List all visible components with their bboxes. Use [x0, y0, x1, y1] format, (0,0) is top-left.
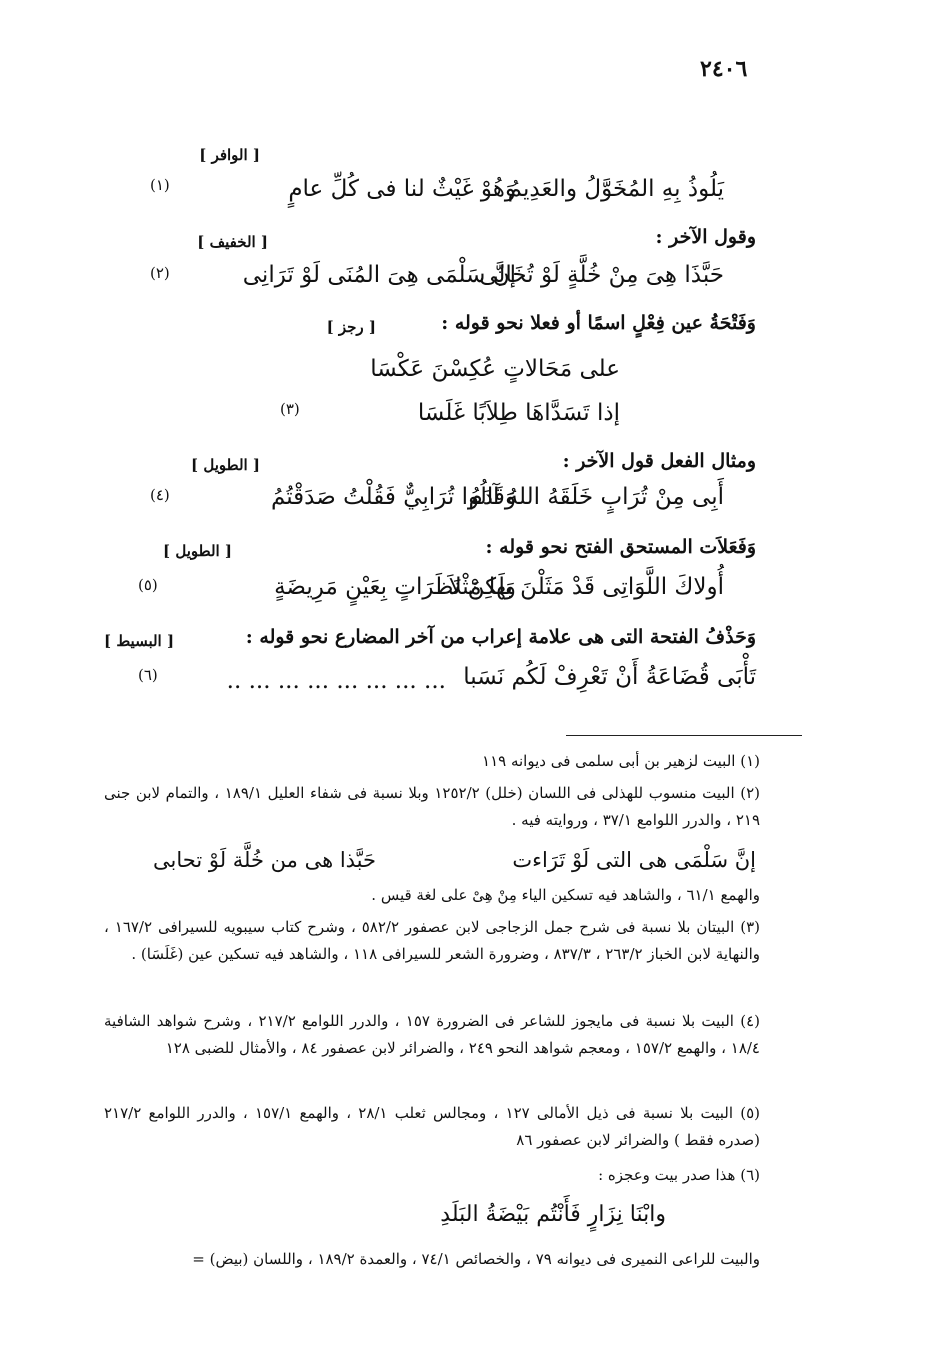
verse-5-second-hemistich: أُولاكَ اللَّوَاتِى قَدْ مَثَلْنَ بها مَثْلاَ: [448, 574, 724, 600]
footnote-4: (٤) البيت بلا نسبة فى مايجوز للشاعر فى الضرورة ١٥٧ ، والدرر اللوامع ٢١٧/٢ ، وشرح شواهد الشافية ١٨/٤ ، والهمع ١٥٧/٢ ، ومعجم شواهد النحو ٢٤٩ ، والضرائر لابن عصفور ٨٤ ، والأمثال للضبى ١٢٨: [104, 1012, 760, 1057]
footnote-marker: (٣): [280, 400, 300, 418]
meter-label: [ الطويل ]: [163, 542, 232, 560]
verse-3-line-1: على مَحَالاتٍ عُكِسْنَ عَكْسَا: [370, 356, 620, 382]
footnote-2: (٢) البيت منسوب للهذلى فى اللسان (خلل) ١٢٥٢/٢ وبلا نسبة فى شفاء العليل ١٨٩/١ ، والتمام لابن جنى ٢١٩ ، والدرر اللوامع ٣٧/١ ، وروايته فيه .: [104, 784, 760, 829]
verse-4-second-hemistich: أَبِى مِنْ تُرَابٍ خَلَقَهُ اللهُ آدَمُ: [468, 484, 724, 510]
prose-line: وَفَعَلاَت المستحق الفتح نحو قوله :: [485, 536, 756, 558]
footnote-2-verse-first: إنَّ سَلْمَى هى التى لَوْ تَرَاءت: [512, 848, 756, 872]
prose-line: ومثال الفعل قول الآخر :: [562, 450, 756, 472]
footnote-separator: [566, 735, 802, 736]
page-number: ٢٤٠٦: [700, 56, 748, 82]
footnote-2-continuation: والهمع ٦١/١ ، والشاهد فيه تسكين الياء مِنْ هِىْ على لغة قيس .: [371, 886, 760, 904]
footnote-6: (٦) هذا صدر بيت وعجزه :: [598, 1166, 760, 1184]
verse-2-second-hemistich: حَبَّذَا هِىَ مِنْ خُلَّةٍ لَوْ تُخَالِى: [479, 262, 724, 288]
footnote-marker: (٢): [150, 264, 170, 282]
footnote-marker: (٥): [138, 576, 158, 594]
verse-5-first-hemistich: وَلَكِنْ نَظَرَاتٍ بِعَيْنٍ مَرِيضَةٍ: [274, 574, 516, 600]
footnote-5: (٥) البيت بلا نسبة فى ذيل الأمالى ١٢٧ ، ومجالس ثعلب ٢٨/١ ، والهمع ١٥٧/١ ، والدرر اللوامع ٢١٧/٢ (صدره فقط ) والضرائر لابن عصفور ٨٦: [104, 1104, 760, 1149]
footnote-marker: (٦): [138, 666, 158, 684]
verse-6-elided-hemistich: ... ... ... ... ... ... ... ..: [226, 668, 446, 694]
prose-line: وقول الآخر :: [655, 226, 756, 248]
footnote-2-verse-second: حَبَّذا هى من خُلَّة لَوْ تحابى: [153, 848, 376, 872]
meter-label: [ الخفيف ]: [197, 233, 268, 251]
verse-2-first-hemistich: إنَّ سَلْمَى هِىَ المُنَى لَوْ تَرَانِى: [242, 262, 516, 288]
verse-4-first-hemistich: وَقَالُوا تُرَابِيٌّ فَقُلْتُ صَدَقْتُمُ: [270, 484, 516, 510]
footnote-6-verse: وابْنَا نِزَارٍ فَأَنْتُم بَيْضَةُ البَلَدِ: [440, 1202, 666, 1227]
meter-label: [ البسيط ]: [104, 632, 175, 650]
footnote-marker: (١): [150, 176, 170, 194]
footnote-6-continuation: والبيت للراعى النميرى فى ديوانه ٧٩ ، والخصائص ٧٤/١ ، والعمدة ١٨٩/٢ ، واللسان (بيض) =: [192, 1250, 760, 1268]
footnote-1: (١) البيت لزهير بن أبى سلمى فى ديوانه ١١٩: [482, 752, 760, 770]
prose-line: وَحَذْفُ الفتحة التى هى علامة إعراب من آخر المضارع نحو قوله :: [245, 626, 756, 648]
meter-label: [ الطويل ]: [191, 456, 260, 474]
verse-6-first-hemistich: تَأْبَى قُضَاعَةُ أَنْ تَعْرِفْ لَكُم نَسَبا: [463, 664, 756, 690]
meter-label: [ الوافر ]: [199, 146, 260, 164]
footnote-3: (٣) البيتان بلا نسبة فى شرح جمل الزجاجى لابن عصفور ٥٨٢/٢ ، وشرح كتاب سيبويه للسيرافى ١٦٧/٢ ، والنهاية لابن الخباز ٢٦٣/٢ ، ٨٣٧/٣ ، وضرورة الشعر للسيرافى ١١٨ ، والشاهد فيه تسكين عين (غَلَسَا) .: [104, 918, 760, 963]
footnote-marker: (٤): [150, 486, 170, 504]
verse-1-first-hemistich: وَهُوْ غَيْثٌ لنا فى كُلِّ عامٍ: [288, 176, 516, 202]
meter-label: [ رجز ]: [326, 318, 376, 336]
verse-3-line-2: إذا تَسَدَّاهَا طِلاَبًا غَلَسَا: [417, 400, 620, 426]
prose-line: وَفَتْحَةُ عين فِعْلٍ اسمًا أو فعلا نحو قوله :: [441, 312, 756, 334]
verse-1-second-hemistich: يَلُوذُ بِهِ المُخَوَّلُ والعَدِيمُ: [507, 176, 724, 202]
